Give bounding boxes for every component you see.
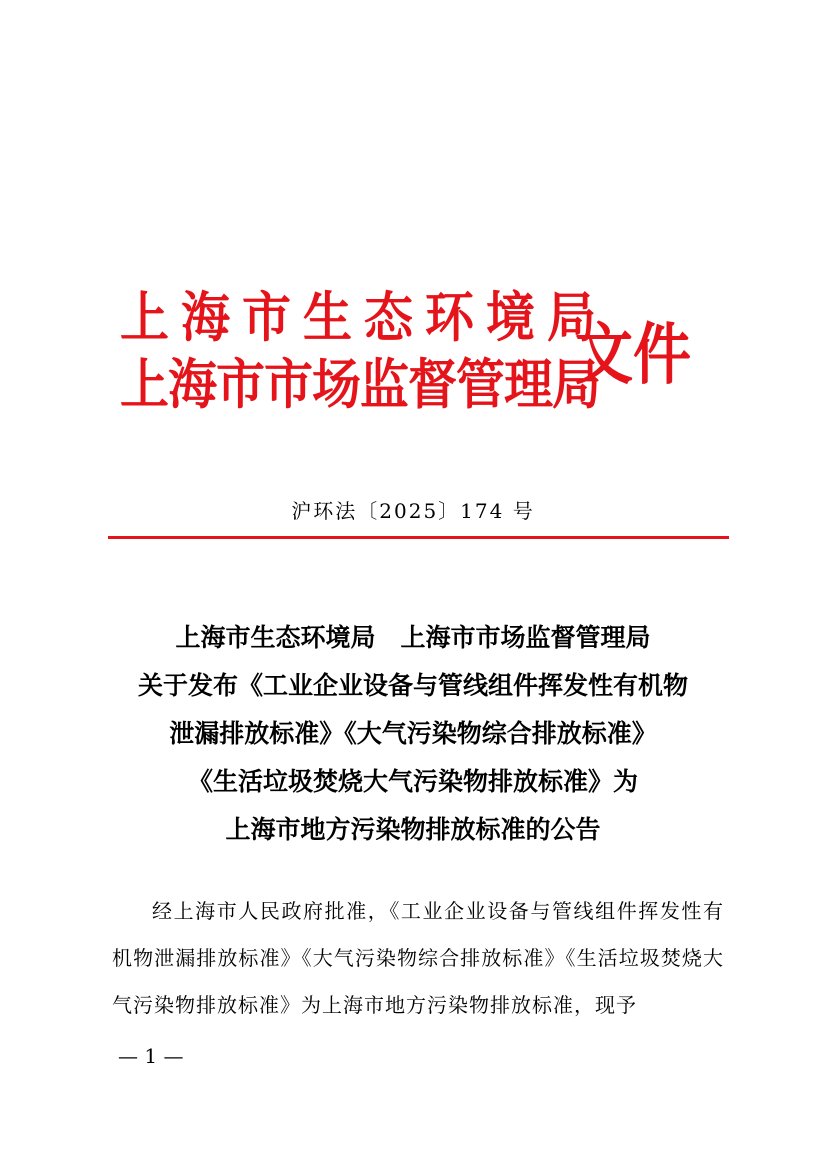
page-number: — 1 — <box>118 1044 184 1068</box>
document-title <box>90 614 736 854</box>
document-number: 沪环法〔2025〕174 号 <box>291 499 535 523</box>
body-paragraph: 经上海市人民政府批准，《工业企业设备与管线组件挥发性有机物泄漏排放标准》《大气污染物综合排放标准》《生活垃圾焚烧大气污染物排放标准》为上海市地方污染物排放标准，现予 <box>112 899 724 1017</box>
title-line-5: 上海市地方污染物排放标准的公告 <box>225 815 601 844</box>
document-type-label: 文件 <box>575 315 692 394</box>
letterhead <box>120 285 720 435</box>
issuing-agency-environment: 上海市生态环境局 <box>120 286 609 350</box>
title-line-1: 上海市生态环境局 上海市市场监督管理局 <box>175 623 651 652</box>
title-line-3: 泄漏排放标准》《大气污染物综合排放标准》 <box>169 719 657 748</box>
title-line-4: 《生活垃圾焚烧大气污染物排放标准》为 <box>187 767 638 796</box>
issuing-agency-market-regulation: 上海市市场监督管理局 <box>120 353 601 417</box>
red-separator-line <box>108 536 729 539</box>
title-line-2: 关于发布《工业企业设备与管线组件挥发性有机物 <box>137 671 688 700</box>
